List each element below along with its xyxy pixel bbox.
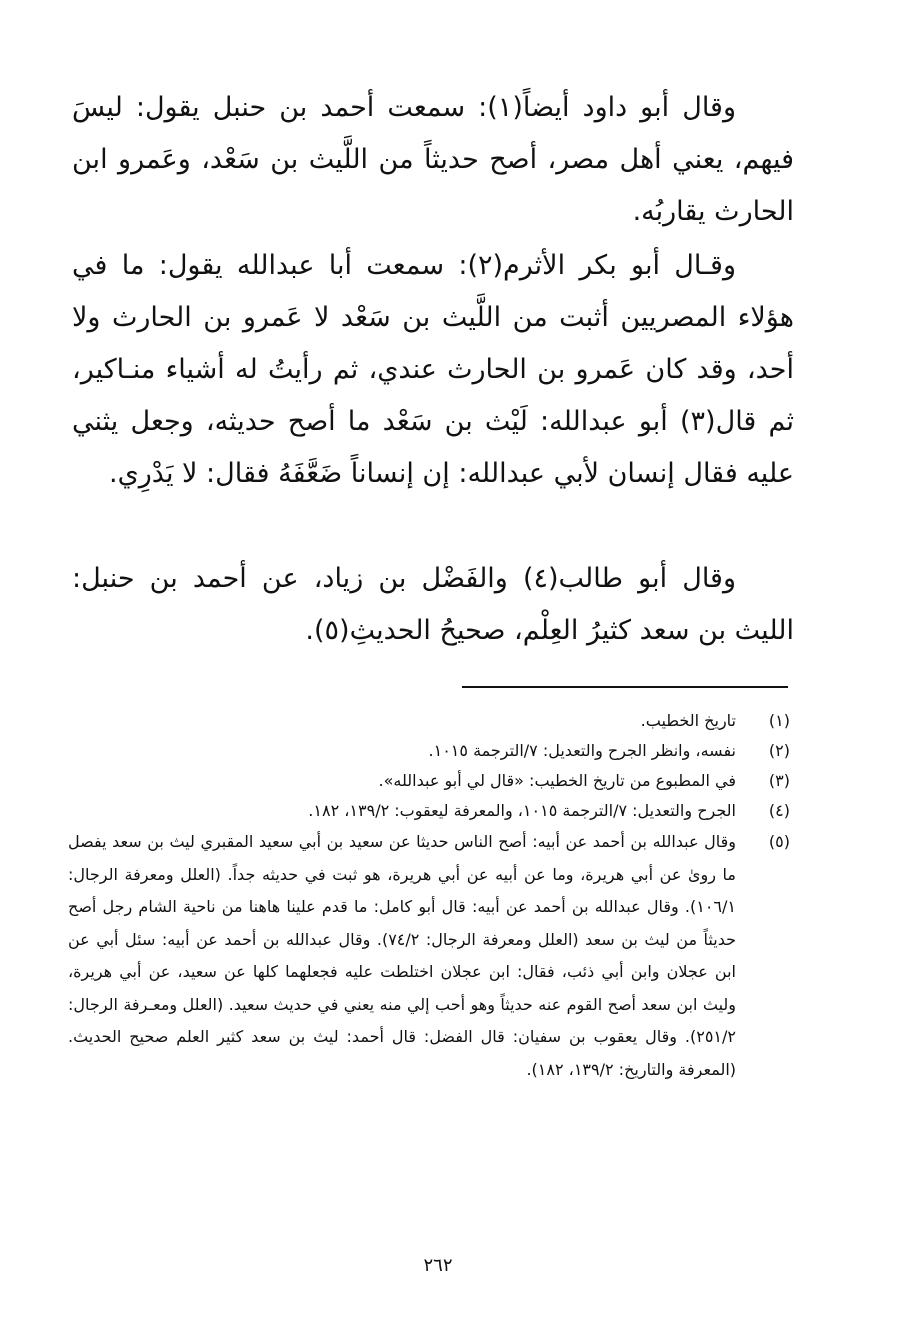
footnote-1: [68, 706, 790, 736]
footnote-5: [68, 826, 790, 1086]
footnote-text: في المطبوع من تاريخ الخطيب: «قال لي أبو عبدالله».: [378, 771, 736, 790]
paragraph-abu-talib: وقال أبو طالب(٤) والفَضْل بن زياد، عن أحمد بن حنبل: الليث بن سعد كثيرُ العِلْم، صحيحُ الحديثِ(٥).: [72, 563, 794, 646]
footnote-number: (٣): [768, 771, 790, 790]
footnote-3: [68, 766, 790, 796]
footnote-text: نفسه، وانظر الجرح والتعديل: ٧/الترجمة ١٠١٥.: [428, 741, 736, 760]
paragraph-al-athram: وقـال أبو بكر الأثرم(٢): سمعت أبا عبدالله يقول: ما في هؤلاء المصريين أثبت من اللَّيث بن سَعْد لا عَمرو بن الحارث ولا أحد، وقد كان عَمرو بن الحارث عندي، ثم رأيتُ له أشياء منـاكير، ثم قال(٣) أبو عبدالله: لَيْث بن سَعْد ما أصح حديثه، وجعل يثني عليه فقال إنسان لأبي عبدالله: إن إنساناً ضَعَّفَهُ فقال: لا يَدْرِي.: [72, 250, 794, 489]
footnote-number: (٢): [768, 741, 790, 760]
footnotes-list: [68, 706, 790, 1086]
footnote-number: (١): [768, 711, 790, 730]
footnote-separator: [462, 686, 788, 688]
footnote-text: وقال عبدالله بن أحمد عن أبيه: أصح الناس حديثا عن سعيد بن أبي سعيد المقبري ليث بن سعد يفصل ما روىٰ عن أبي هريرة، وما عن أبيه عن أبي هريرة، هو ثبت في حديثه جداً. (العلل ومعرفة الرجال: ١٠٦/١). وقال عبدالله بن أحمد عن أبيه: قال أبو كامل: ما قدم علينا هاهنا من ناحية الشام رجل أصح حديثاً من ليث بن سعد (العلل ومعرفة الرجال: ٧٤/٢). وقال عبدالله بن أحمد عن أبيه: سئل أبي عن ابن عجلان وابن أبي ذئب، فقال: ابن عجلان اختلطت عليه فجعلهما كلها عن سعيد، عن أبي هريرة، وليث ابن سعد أصح القوم عنه حديثاً وهو أحب إلي منه يعني في حديث سعيد. (العلل ومعـرفة الرجال: ٢٥١/٢). وقال يعقوب بن سفيان: قال الفضل: قال أحمد: ليث بن سعد كثير العلم صحيح الحديث. (المعرفة والتاريخ: ١٣٩/٢، ١٨٢).: [68, 832, 736, 1079]
footnote-4: [68, 796, 790, 826]
footnote-2: [68, 736, 790, 766]
footnote-text: الجرح والتعديل: ٧/الترجمة ١٠١٥، والمعرفة ليعقوب: ١٣٩/٢، ١٨٢.: [308, 801, 736, 820]
footnote-number: (٤): [768, 801, 790, 820]
page-number: ٢٦٢: [423, 1255, 453, 1276]
footnote-text: تاريخ الخطيب.: [640, 711, 736, 730]
footnote-number: (٥): [768, 832, 790, 851]
paragraph-abu-dawud: وقال أبو داود أيضاً(١): سمعت أحمد بن حنبل يقول: ليسَ فيهم، يعني أهل مصر، أصح حديثاً من اللَّيث بن سَعْد، وعَمرو ابن الحارث يقاربُه.: [72, 92, 794, 227]
